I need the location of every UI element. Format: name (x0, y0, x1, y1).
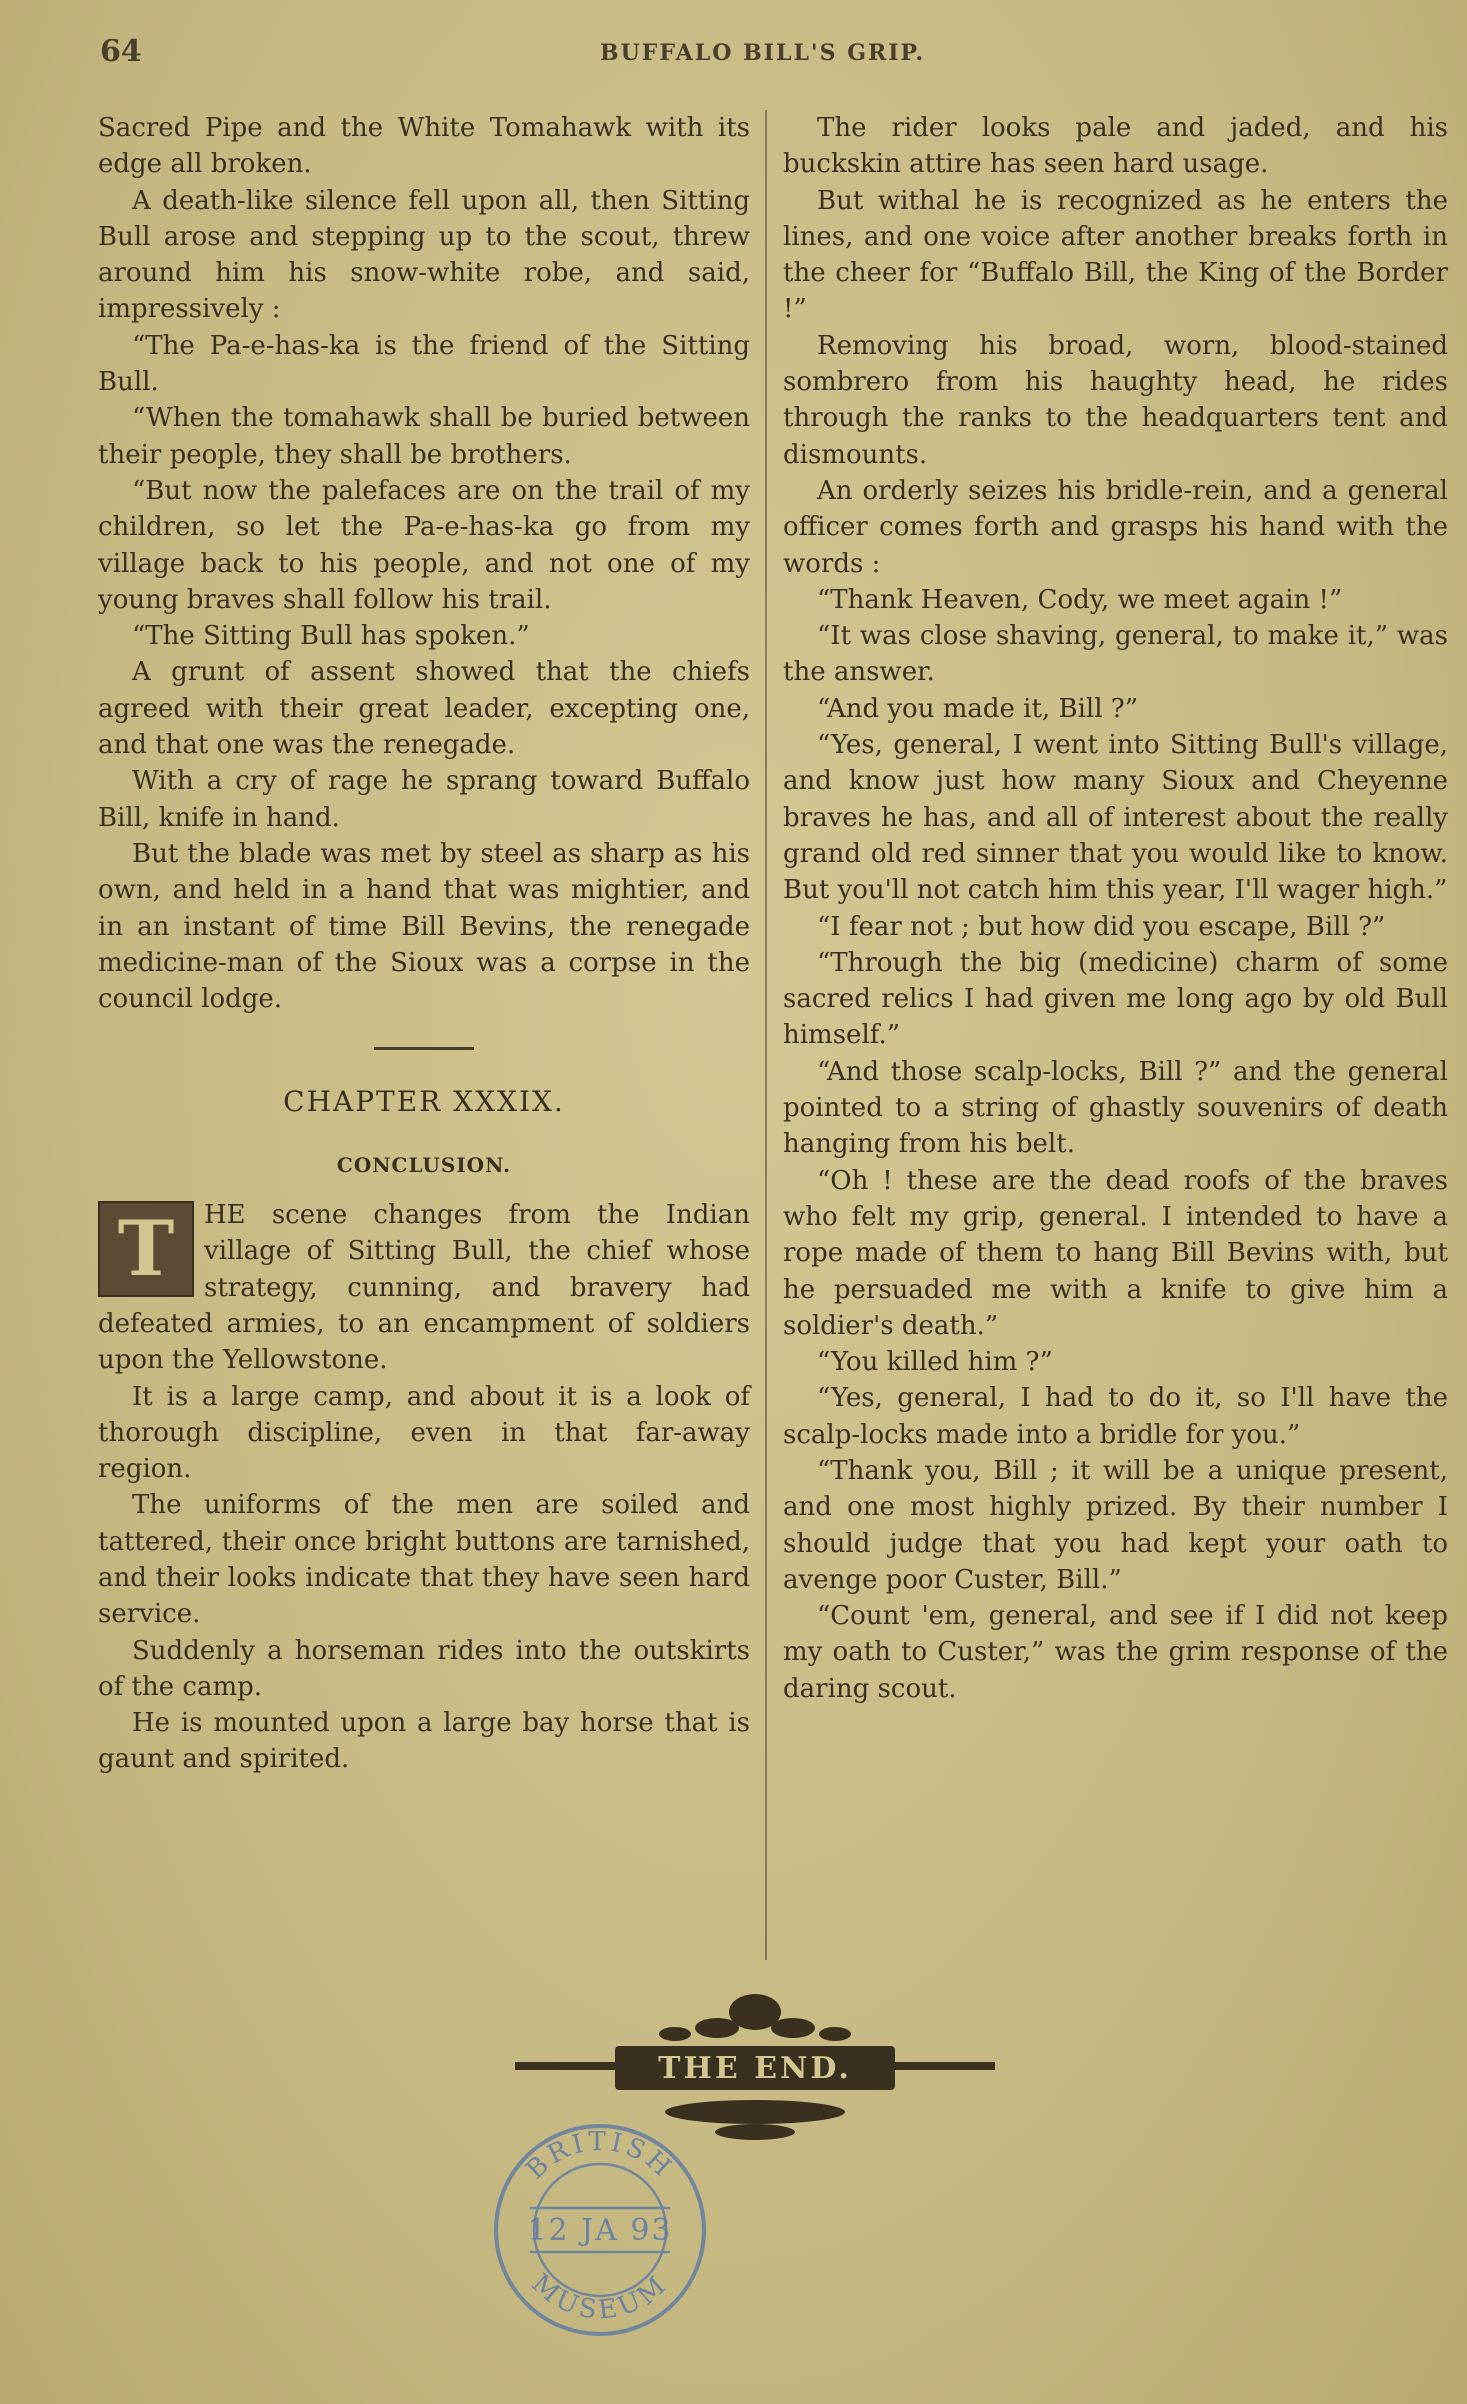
paragraph: “Yes, general, I went into Sitting Bull's village, and know just how many Sioux and Cheyenne braves he has, and all of interest about the really grand old red sinner that you would like to know. But you'll not catch him this year, I'll wager high.” (783, 730, 1448, 906)
paragraph: But withal he is recognized as he enters the lines, and one voice after another breaks forth in the cheer for “Buffalo Bill, the King of the Border !” (783, 185, 1448, 325)
paragraph: “And those scalp-locks, Bill ?” and the general pointed to a string of ghastly souvenirs of death hanging from his belt. (783, 1056, 1448, 1160)
paragraph: “Thank Heaven, Cody, we meet again !” (817, 584, 1343, 615)
paragraph: “When the tomahawk shall be buried between their people, they shall be brothers. (98, 403, 750, 470)
paragraph: Sacred Pipe and the White Tomahawk with its edge all broken. (98, 113, 750, 180)
paragraph: “And you made it, Bill ?” (817, 693, 1139, 724)
paragraph: He is mounted upon a large bay horse that is gaunt and spirited. (98, 1708, 750, 1775)
paragraph: “Oh ! these are the dead roofs of the braves who felt my grip, general. I intended to have a rope made of them to hang Bill Bevins with, but he persuaded me with a knife to give him a soldier's death.” (783, 1165, 1448, 1341)
svg-text:12 JA 93: 12 JA 93 (527, 2213, 673, 2248)
paragraph: “The Sitting Bull has spoken.” (132, 621, 530, 652)
paragraph: “You killed him ?” (817, 1347, 1053, 1378)
running-title: BUFFALO BILL'S GRIP. (600, 40, 926, 66)
paragraph: “The Pa-e-has-ka is the friend of the Sitting Bull. (98, 330, 750, 398)
paragraph: “But now the palefaces are on the trail of my children, so let the Pa-e-has-ka go from my village back to his people, and not one of my young braves shall follow his trail. (98, 475, 750, 615)
section-divider (374, 1047, 474, 1050)
chapter-subtitle: CONCLUSION. (336, 1152, 512, 1177)
drop-cap: T (98, 1201, 194, 1297)
paragraph: It is a large camp, and about it is a look of thorough discipline, even in that far-away region. (98, 1381, 750, 1485)
paragraph: “I fear not ; but how did you escape, Bill ?” (817, 911, 1386, 942)
paragraph: Suddenly a horseman rides into the outskirts of the camp. (98, 1635, 750, 1702)
opening-paragraph (98, 1197, 750, 1378)
paragraph: “Through the big (medicine) charm of some sacred relics I had given me long ago by old Bull himself.” (783, 947, 1448, 1051)
the-end-text: THE END. (658, 2051, 852, 2086)
paragraph: But the blade was met by steel as sharp as his own, and held in a hand that was mightier, and in an instant of time Bill Bevins, the renegade medicine-man of the Sioux was a corpse in the council lodge. (98, 838, 750, 1015)
column-divider (765, 110, 767, 1960)
paragraph: “Count 'em, general, and see if I did not keep my oath to Custer,” was the grim response of the daring scout. (783, 1601, 1448, 1704)
opening-text: HE scene changes from the Indian village of Sitting Bull, the chief whose strategy, cunning, and bravery had defeated armies, to an encampment of soldiers upon the Yellowstone. (98, 1200, 750, 1376)
left-column (98, 110, 750, 1778)
paragraph: An orderly seizes his bridle-rein, and a general officer comes forth and grasps his hand with the words : (783, 475, 1448, 579)
museum-stamp (482, 2112, 718, 2348)
page-number: 64 (100, 34, 142, 69)
paragraph: “Yes, general, I had to do it, so I'll have the scalp-locks made into a bridle for you.” (783, 1383, 1448, 1450)
paragraph: “Thank you, Bill ; it will be a unique present, and one most highly prized. By their number I should judge that you had kept your oath to avenge poor Custer, Bill.” (783, 1455, 1448, 1595)
page-header (100, 34, 1420, 84)
svg-text:BRITISH: BRITISH (520, 2126, 680, 2186)
chapter-heading: CHAPTER XXXIX. (283, 1085, 565, 1119)
paragraph: “It was close shaving, general, to make it,” was the answer. (783, 621, 1448, 688)
paragraph: With a cry of rage he sprang toward Buffalo Bill, knife in hand. (98, 766, 750, 833)
paragraph: A grunt of assent showed that the chiefs agreed with their great leader, excepting one, and that one was the renegade. (98, 657, 750, 761)
right-column (783, 110, 1448, 1707)
stamp-lettering (520, 2127, 679, 2326)
svg-text:MUSEUM: MUSEUM (525, 2268, 675, 2326)
paragraph: A death-like silence fell upon all, then Sitting Bull arose and stepping up to the scout, threw around him his snow-white robe, and said, impressively : (98, 185, 750, 325)
paragraph: The rider looks pale and jaded, and his buckskin attire has seen hard usage. (783, 113, 1448, 180)
paragraph: Removing his broad, worn, blood-stained sombrero from his haughty head, he rides through the ranks to the headquarters tent and dismounts. (783, 330, 1448, 470)
paragraph: The uniforms of the men are soiled and tattered, their once bright buttons are tarnished, and their looks indicate that they have seen hard service. (98, 1490, 750, 1630)
